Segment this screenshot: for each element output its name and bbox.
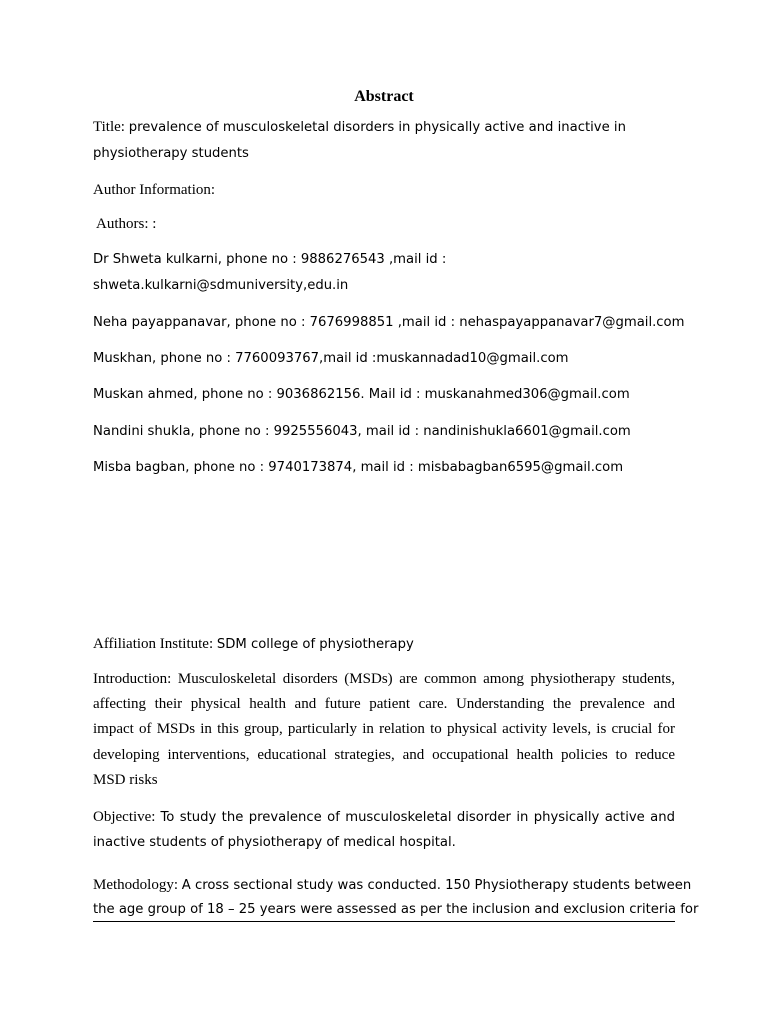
author-1-line-2: shweta.kulkarni@sdmuniversity,edu.in — [93, 278, 349, 293]
objective-line-2: inactive students of physiotherapy of medical hospital. — [93, 835, 456, 850]
objective-line-1 — [93, 806, 675, 829]
methodology-text-1: A cross sectional study was conducted. 150 Physiotherapy students between — [181, 878, 692, 893]
title-text-1: prevalence of musculoskeletal disorders in physically active and inactive in — [128, 120, 626, 135]
introduction-line-5: MSD risks — [93, 772, 158, 788]
introduction-line-3: impact of MSDs in this group, particularly in relation to physical activity levels, is crucial for — [93, 721, 675, 737]
methodology-line-1 — [93, 874, 692, 897]
author-information-label: Author Information: — [93, 182, 216, 198]
objective-text-1: To study the prevalence of musculoskeletal disorder in physically active and — [160, 810, 675, 825]
abstract-heading: Abstract — [354, 88, 414, 105]
affiliation-label: Affiliation Institute: — [93, 636, 217, 652]
title-line-2: physiotherapy students — [93, 146, 249, 161]
title-line-1 — [93, 117, 675, 138]
title-label: Title: — [93, 119, 129, 135]
objective-label: Objective: — [93, 809, 161, 825]
author-3: Muskhan, phone no : 7760093767,mail id :muskannadad10@gmail.com — [93, 351, 569, 366]
author-1-line-1: Dr Shweta kulkarni, phone no : 9886276543 ,mail id : — [93, 252, 447, 267]
authors-label: Authors: : — [96, 216, 157, 232]
affiliation-line — [93, 634, 675, 655]
introduction-line-2: affecting their physical health and future patient care. Understanding the prevalence and — [93, 696, 675, 712]
author-5: Nandini shukla, phone no : 9925556043, mail id : nandinishukla6601@gmail.com — [93, 424, 631, 439]
page-footer-rule — [93, 921, 675, 922]
introduction-line-1: Introduction: Musculoskeletal disorders (MSDs) are common among physiotherapy students, — [93, 671, 675, 687]
introduction-line-4: developing interventions, educational strategies, and occupational health policies to reduce — [93, 747, 675, 763]
author-4: Muskan ahmed, phone no : 9036862156. Mail id : muskanahmed306@gmail.com — [93, 387, 630, 402]
methodology-line-2: the age group of 18 – 25 years were assessed as per the inclusion and exclusion criteria for — [93, 902, 699, 917]
author-2: Neha payappanavar, phone no : 7676998851 ,mail id : nehaspayappanavar7@gmail.com — [93, 315, 685, 330]
author-6: Misba bagban, phone no : 9740173874, mail id : misbabagban6595@gmail.com — [93, 460, 624, 475]
affiliation-value: SDM college of physiotherapy — [216, 637, 414, 652]
methodology-label: Methodology: — [93, 877, 182, 893]
